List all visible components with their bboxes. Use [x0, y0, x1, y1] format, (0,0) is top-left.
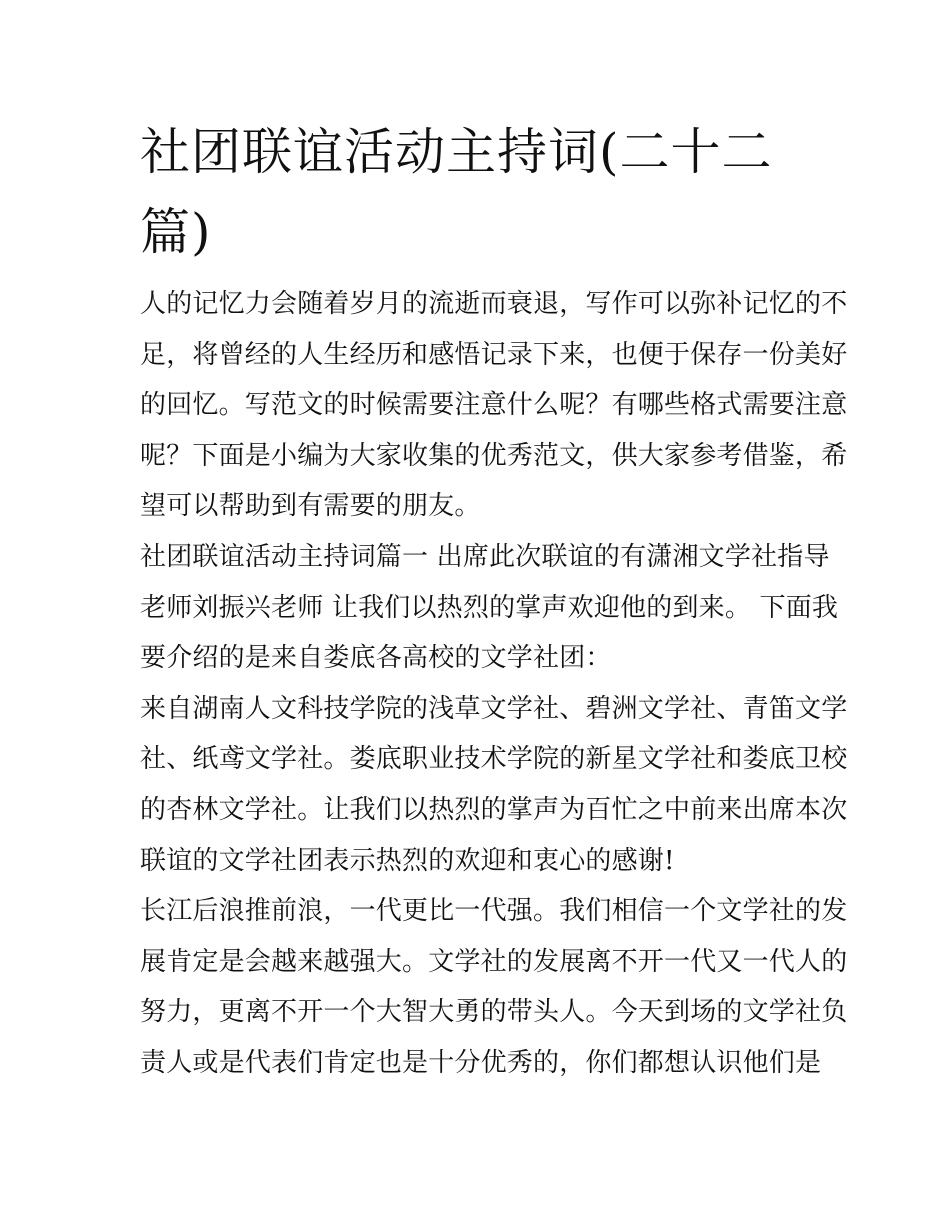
body-line: 足，将曾经的人生经历和感悟记录下来，也便于保存一份美好	[140, 339, 848, 370]
body-line: 老师刘振兴老师 让我们以热烈的掌声欢迎他的到来。 下面我	[140, 592, 839, 623]
body-line: 要介绍的是来自娄底各高校的文学社团：	[140, 643, 612, 674]
body-line: 社团联谊活动主持词篇一 出席此次联谊的有潇湘文学社指导	[140, 541, 830, 572]
body-line: 长江后浪推前浪，一代更比一代强。我们相信一个文学社的发	[140, 896, 848, 927]
body-line: 人的记忆力会随着岁月的流逝而衰退，写作可以弥补记忆的不	[140, 289, 848, 319]
body-line: 的杏林文学社。让我们以热烈的掌声为百忙之中前来出席本次	[140, 794, 848, 825]
body-line: 来自湖南人文科技学院的浅草文学社、碧洲文学社、青笛文学	[140, 693, 848, 724]
body-line: 联谊的文学社团表示热烈的欢迎和衷心的感谢!	[140, 845, 675, 876]
body-line: 的回忆。写范文的时候需要注意什么呢？有哪些格式需要注意	[140, 390, 848, 421]
body-line: 责人或是代表们肯定也是十分优秀的，你们都想认识他们是	[140, 1047, 822, 1078]
body-line: 望可以帮助到有需要的朋友。	[140, 491, 481, 522]
body-line: 社、纸鸢文学社。娄底职业技术学院的新星文学社和娄底卫校	[140, 744, 848, 775]
body-line: 努力，更离不开一个大智大勇的带头人。今天到场的文学社负	[140, 997, 848, 1028]
body-line: 呢？下面是小编为大家收集的优秀范文，供大家参考借鉴，希	[140, 440, 848, 471]
body-line: 展肯定是会越来越强大。文学社的发展离不开一代又一代人的	[140, 946, 848, 977]
title-line: 社团联谊活动主持词(二十二	[140, 123, 773, 181]
document-title	[140, 112, 820, 272]
document-body	[140, 279, 848, 1089]
title-line: 篇)	[140, 203, 212, 261]
